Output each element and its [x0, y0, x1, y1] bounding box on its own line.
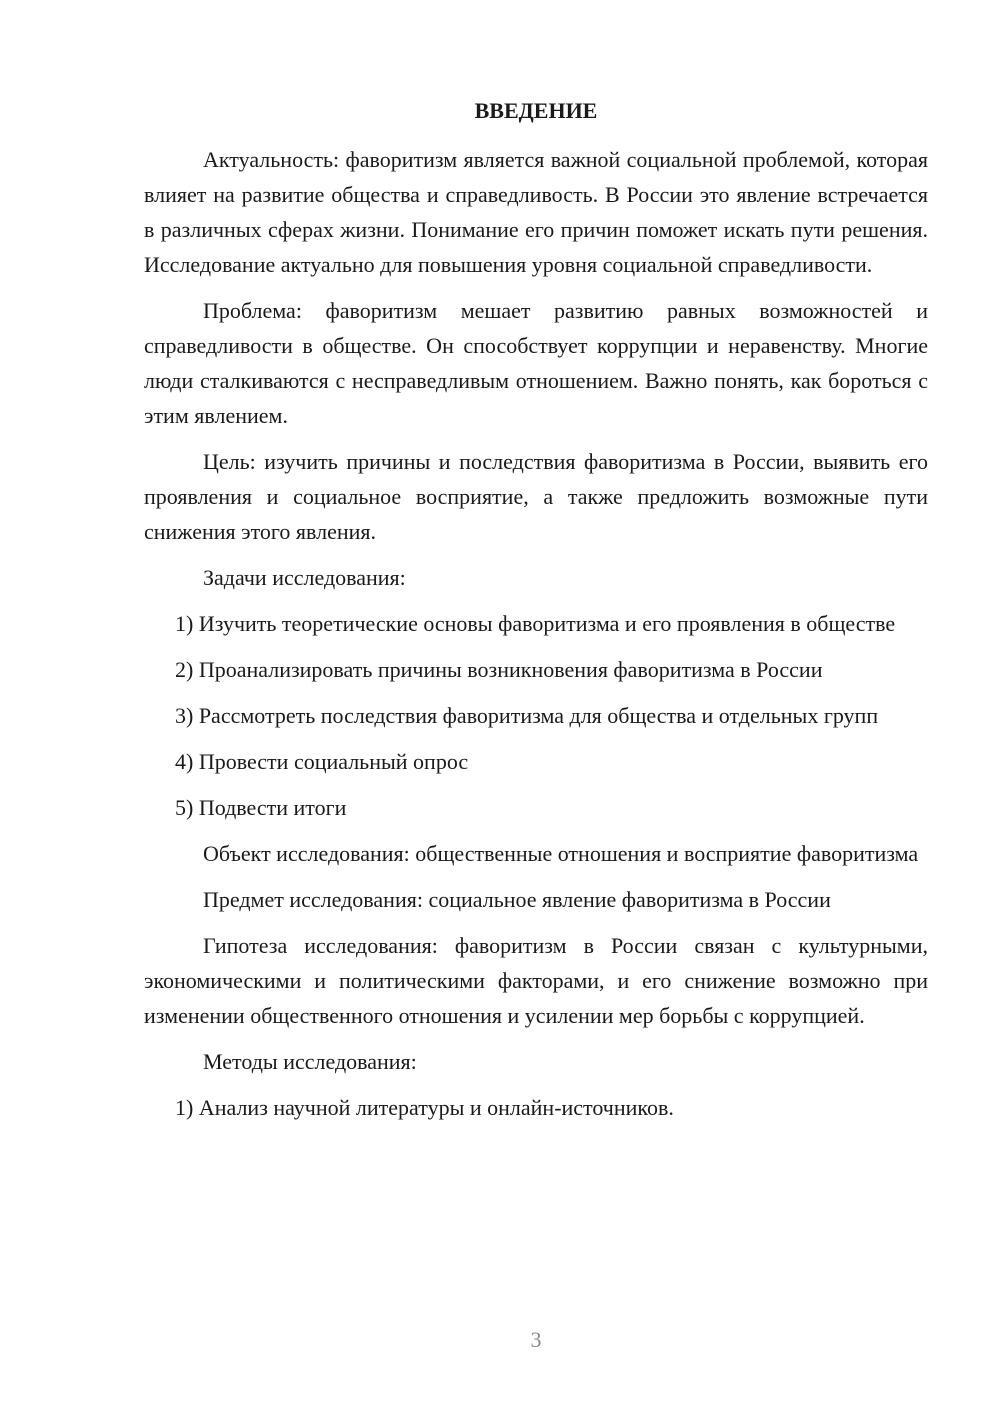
task-item-3: 3) Рассмотреть последствия фаворитизма для общества и отдельных групп [175, 703, 879, 728]
task-item-4: 4) Провести социальный опрос [175, 749, 469, 774]
task-item-1: 1) Изучить теоретические основы фаворитизма и его проявления в обществе [175, 611, 896, 636]
subject-paragraph: Предмет исследования: социальное явление фаворитизма в России [203, 887, 831, 912]
relevance-paragraph: Актуальность: фаворитизм является важной социальной проблемой, которая влияет на развитие общества и справедливость. В России это явление встречается в различных сферах жизни. Понимание его причин поможет искать пути решения. Исследование актуально для повышения уровня социальной справедливости. [144, 147, 928, 277]
tasks-heading: Задачи исследования: [203, 565, 406, 590]
hypothesis-paragraph: Гипотеза исследования: фаворитизм в России связан с культурными, экономическими и политическими факторами, и его снижение возможно при изменении общественного отношения и усилении мер борьбы с коррупцией. [144, 933, 928, 1028]
task-item-2: 2) Проанализировать причины возникновения фаворитизма в России [175, 657, 823, 682]
problem-paragraph: Проблема: фаворитизм мешает развитию равных возможностей и справедливости в обществе. Он способствует коррупции и неравенству. Многие люди сталкиваются с несправедливым отношением. Важно понять, как бороться с этим явлением. [144, 298, 928, 428]
document-body [144, 142, 928, 1136]
goal-paragraph: Цель: изучить причины и последствия фаворитизма в России, выявить его проявления и социальное восприятие, а также предложить возможные пути снижения этого явления. [144, 449, 928, 544]
object-paragraph: Объект исследования: общественные отношения и восприятие фаворитизма [203, 841, 919, 866]
method-item-1: 1) Анализ научной литературы и онлайн-источников. [175, 1095, 674, 1120]
page-number: 3 [530, 1327, 542, 1352]
methods-heading: Методы исследования: [203, 1049, 417, 1074]
task-item-5: 5) Подвести итоги [175, 795, 347, 820]
section-title: ВВЕДЕНИЕ [474, 98, 598, 123]
